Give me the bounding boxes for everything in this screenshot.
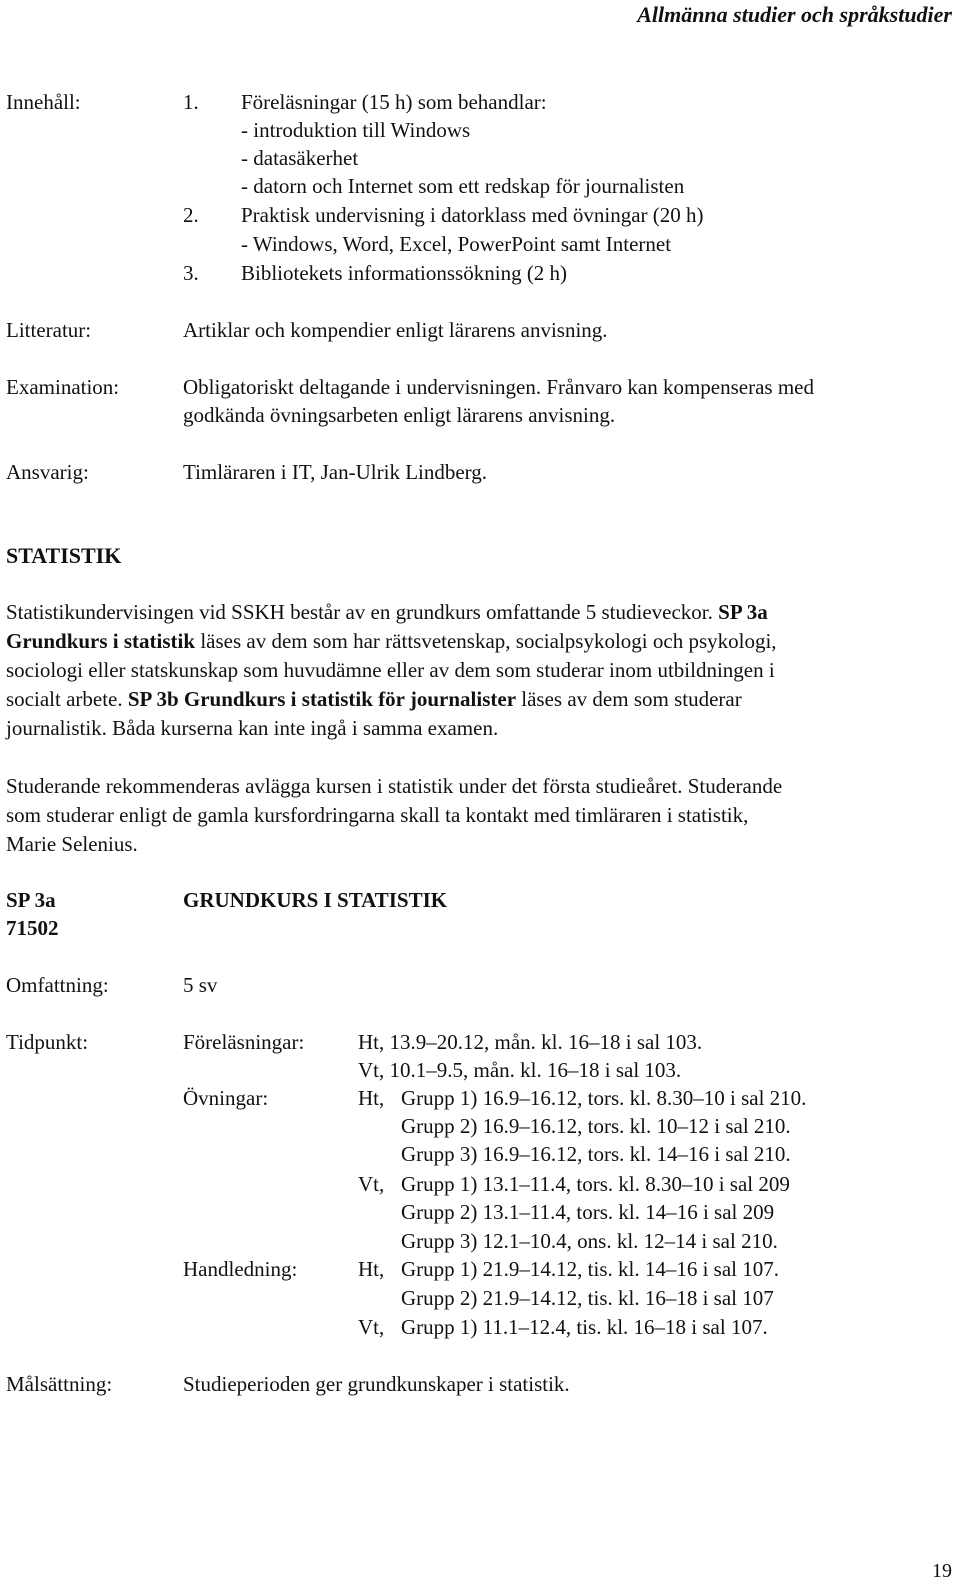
content-item-3: Bibliotekets informationssökning (2 h) (241, 261, 568, 285)
content-sub-item: - Windows, Word, Excel, PowerPoint samt Internet (241, 232, 672, 256)
literature-value: Artiklar och kompendier enligt lärarens anvisning. (183, 318, 608, 342)
term-label: Ht, (358, 1086, 385, 1110)
content-item-1-num: 1. (183, 90, 199, 114)
content-item-1: Föreläsningar (15 h) som behandlar: (241, 90, 547, 114)
page-number: 19 (932, 1560, 952, 1582)
schedule-line: Ht, 13.9–20.12, mån. kl. 16–18 i sal 103. (358, 1030, 703, 1054)
text: Studerande rekommenderas avlägga kursen i statistik under det första studieåret. Studerande (6, 774, 783, 798)
goal-value: Studieperioden ger grundkunskaper i statistik. (183, 1372, 570, 1396)
content-sub-item: - datasäkerhet (241, 146, 359, 170)
term-label: Ht, (358, 1257, 385, 1281)
goal-label: Målsättning: (6, 1372, 113, 1396)
course-ref: SP 3a (718, 600, 768, 624)
examination-label: Examination: (6, 375, 120, 399)
examination-line-2: godkända övningsarbeten enligt lärarens anvisning. (183, 403, 616, 427)
text: läses av dem som studerar (516, 687, 742, 711)
course-ref: SP 3b Grundkurs i statistik för journalister (127, 687, 517, 711)
tutoring-label: Handledning: (183, 1257, 298, 1281)
course-ref: Grundkurs i statistik (6, 629, 196, 653)
schedule-line: Grupp 1) 11.1–12.4, tis. kl. 16–18 i sal 107. (401, 1315, 768, 1339)
lectures-label: Föreläsningar: (183, 1030, 305, 1054)
content-item-3-num: 3. (183, 261, 199, 285)
text: socialt arbete. (6, 687, 128, 711)
content-label: Innehåll: (6, 90, 81, 114)
schedule-line: Grupp 3) 16.9–16.12, tors. kl. 14–16 i sal 210. (401, 1142, 791, 1166)
text: läses av dem som har rättsvetenskap, socialpsykologi och psykologi, (195, 629, 777, 653)
schedule-line: Grupp 1) 21.9–14.12, tis. kl. 14–16 i sal 107. (401, 1257, 779, 1281)
text: Statistikundervisingen vid SSKH består av en grundkurs omfattande 5 studieveckor. (6, 600, 719, 624)
text: journalistik. Båda kurserna kan inte ingå i samma examen. (6, 716, 499, 740)
text: Marie Selenius. (6, 832, 138, 856)
schedule-line: Grupp 2) 21.9–14.12, tis. kl. 16–18 i sal 107 (401, 1286, 774, 1310)
schedule-line: Grupp 1) 13.1–11.4, tors. kl. 8.30–10 i sal 209 (401, 1172, 790, 1196)
schedule-line: Grupp 1) 16.9–16.12, tors. kl. 8.30–10 i sal 210. (401, 1086, 807, 1110)
course-number: 71502 (6, 916, 59, 940)
literature-label: Litteratur: (6, 318, 92, 342)
content-sub-item: - introduktion till Windows (241, 118, 471, 142)
course-title: GRUNDKURS I STATISTIK (183, 888, 448, 912)
schedule-line: Vt, 10.1–9.5, mån. kl. 16–18 i sal 103. (358, 1058, 682, 1082)
time-label: Tidpunkt: (6, 1030, 89, 1054)
text: som studerar enligt de gamla kursfordringarna skall ta kontakt med timläraren i statistik, (6, 803, 749, 827)
scope-value: 5 sv (183, 973, 218, 997)
responsible-label: Ansvarig: (6, 460, 89, 484)
text: sociologi eller statskunskap som huvudämne eller av dem som studerar inom utbildningen i (6, 658, 775, 682)
content-item-2: Praktisk undervisning i datorklass med övningar (20 h) (241, 203, 704, 227)
content-item-2-num: 2. (183, 203, 199, 227)
scope-label: Omfattning: (6, 973, 109, 997)
section-heading: STATISTIK (6, 543, 122, 568)
content-sub-item: - datorn och Internet som ett redskap för journalisten (241, 174, 685, 198)
responsible-value: Timläraren i IT, Jan-Ulrik Lindberg. (183, 460, 488, 484)
term-label: Vt, (358, 1315, 385, 1339)
examination-line-1: Obligatoriskt deltagande i undervisningen. Frånvaro kan kompenseras med (183, 375, 815, 399)
course-code: SP 3a (6, 888, 56, 912)
schedule-line: Grupp 2) 16.9–16.12, tors. kl. 10–12 i sal 210. (401, 1114, 791, 1138)
statistik-paragraph-2 (6, 772, 956, 859)
statistik-paragraph-1 (6, 598, 956, 743)
schedule-line: Grupp 2) 13.1–11.4, tors. kl. 14–16 i sal 209 (401, 1200, 775, 1224)
running-header: Allmänna studier och språkstudier (637, 2, 952, 27)
exercises-label: Övningar: (183, 1086, 269, 1110)
term-label: Vt, (358, 1172, 385, 1196)
schedule-line: Grupp 3) 12.1–10.4, ons. kl. 12–14 i sal 210. (401, 1229, 778, 1253)
